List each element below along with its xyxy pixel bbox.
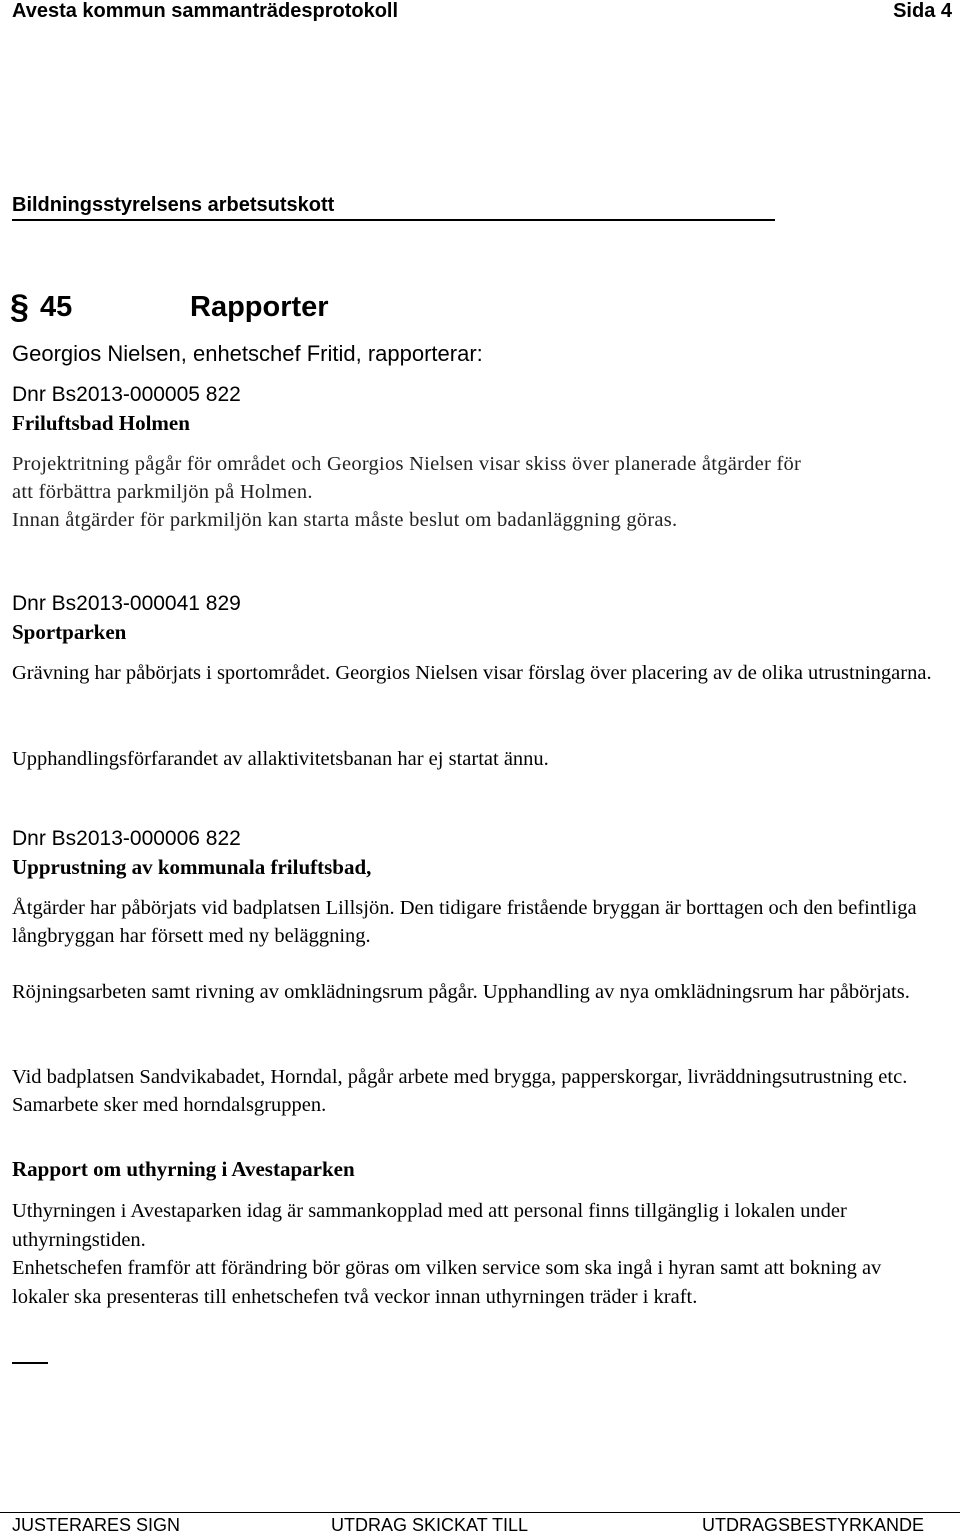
rental-paragraph-2: Enhetschefen framför att förändring bör göras om vilken service som ska ingå i hyran samt att bokning av lokaler ska presenteras till enhetschefen två veckor innan uthyrningen träder i kraft. <box>12 1257 882 1308</box>
item-1-dnr: Dnr Bs2013-000005 822 <box>12 383 241 406</box>
item-3-paragraph-1: Åtgärder har påbörjats vid badplatsen Lillsjön. Den tidigare fristående bryggan är borttagen och den befintliga långbryggan har försett med ny beläggning. <box>12 897 917 947</box>
document-title: Avesta kommun sammanträdesprotokoll <box>12 0 399 22</box>
rental-heading: Rapport om uthyrning i Avestaparken <box>12 1157 355 1181</box>
item-2-paragraph-1: Grävning har påbörjats i sportområdet. Georgios Nielsen visar förslag över placering av de olika utrustningarna. <box>12 662 932 684</box>
footer-certify-label: UTDRAGSBESTYRKANDE <box>702 1515 925 1535</box>
section-number: 45 <box>40 291 73 323</box>
page-number: Sida 4 <box>893 0 952 22</box>
section-symbol: § <box>10 288 29 326</box>
footer-sign-label: JUSTERARES SIGN <box>12 1515 181 1535</box>
item-1-line-1: Projektritning pågår för området och Georgios Nielsen visar skiss över planerade åtgärder för <box>12 453 802 475</box>
footer-sent-label: UTDRAG SKICKAT TILL <box>331 1515 529 1535</box>
rental-paragraph-1: Uthyrningen i Avestaparken idag är sammankopplad med att personal finns tillgänglig i lokalen under uthyrningstiden. <box>12 1200 847 1251</box>
committee-underline <box>12 219 775 221</box>
committee-name: Bildningsstyrelsens arbetsutskott <box>12 194 335 216</box>
item-3-dnr: Dnr Bs2013-000006 822 <box>12 827 241 850</box>
reporter-intro: Georgios Nielsen, enhetschef Fritid, rapporterar: <box>12 341 483 366</box>
item-3-paragraph-2: Röjningsarbeten samt rivning av omklädningsrum pågår. Upphandling av nya omklädningsrum har påbörjats. <box>12 981 910 1003</box>
item-2-heading: Sportparken <box>12 620 127 644</box>
item-2-paragraph-2: Upphandlingsförfarandet av allaktivitetsbanan har ej startat ännu. <box>12 748 549 770</box>
section-end-rule <box>12 1362 48 1364</box>
footer-rule <box>0 1512 960 1513</box>
item-1-line-2: att förbättra parkmiljön på Holmen. <box>12 481 313 503</box>
item-1-line-3: Innan åtgärder för parkmiljön kan starta måste beslut om badanläggning göras. <box>12 509 678 531</box>
item-1-heading: Friluftsbad Holmen <box>12 411 190 435</box>
item-3-paragraph-3: Vid badplatsen Sandvikabadet, Horndal, pågår arbete med brygga, papperskorgar, livräddningsutrustning etc. Samarbete sker med horndalsgruppen. <box>12 1066 908 1116</box>
item-2-dnr: Dnr Bs2013-000041 829 <box>12 592 241 615</box>
section-title: Rapporter <box>190 291 329 323</box>
item-3-heading: Upprustning av kommunala friluftsbad, <box>12 855 372 879</box>
